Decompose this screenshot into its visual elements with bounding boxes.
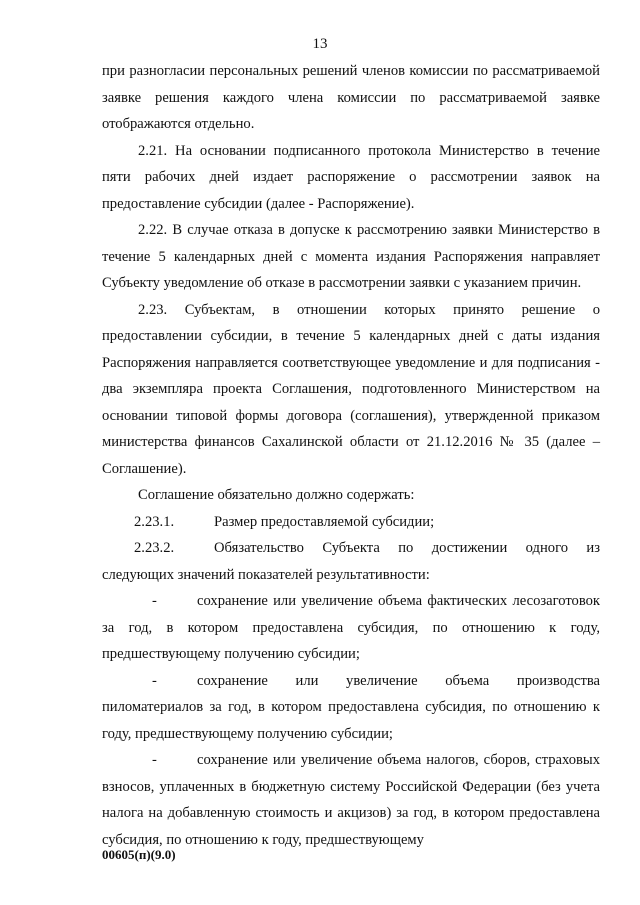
dash-item-text: сохранение или увеличение объема фактических лесозаготовок за год, в котором предоставлена субсидия, по отношению к году, предшествующему получению субсидии; [102,593,600,662]
sub-item-2-23-1 [102,509,600,536]
dash-item-text: сохранение или увеличение объема налогов, сборов, страховых взносов, уплаченных в бюджетную систему Российской Федерации (без учета налога на добавленную стоимость и акцизов) за год, в котором предоставлена субсидия, по отношению к году, предшествующему [102,752,600,848]
document-body [102,58,600,853]
paragraph-2-21: 2.21. На основании подписанного протокола Министерство в течение пяти рабочих дней издает распоряжение о рассмотрении заявок на предоставление субсидии (далее - Распоряжение). [102,142,600,212]
paragraph-2-23: 2.23. Субъектам, в отношении которых принято решение о предоставлении субсидии, в течение 5 календарных дней с даты издания Распоряжения направляется соответствующее уведомление и для подписания - два экземпляра проекта Соглашения, подготовленного Министерством на основании типовой формы договора (соглашения), утвержденной приказом министерства финансов Сахалинской области от 21.12.2016 № 35 (далее – Соглашение). [102,301,600,477]
paragraph-continuation: при разногласии персональных решений членов комиссии по рассматриваемой заявке решения каждого члена комиссии по рассматриваемой заявке отображаются отдельно. [102,63,600,132]
sub-item-text: Размер предоставляемой субсидии; [214,513,435,530]
dash-item-text: сохранение или увеличение объема производства пиломатериалов за год, в котором предоставлена субсидия, по отношению к году, предшествующему получению субсидии; [102,672,600,742]
sub-item-text: Обязательство Субъекта по достижении одного из следующих значений показателей результативности: [102,540,600,583]
dash-item-taxes [102,747,600,853]
document-footer-code: 00605(п)(9.0) [102,847,176,862]
dash-marker: - [152,593,157,609]
sub-item-number: 2.23.1. [134,513,175,530]
paragraph-2-22: 2.22. В случае отказа в допуске к рассмотрению заявки Министерство в течение 5 календарных дней с момента издания Распоряжения направляет Субъекту уведомление об отказе в рассмотрении заявки с указанием причин. [102,222,600,291]
dash-item-logging [102,588,600,668]
dash-marker: - [152,672,157,689]
sub-item-number: 2.23.2. [134,540,175,556]
sub-item-2-23-2 [102,535,600,588]
page-number: 13 [312,36,328,52]
paragraph-agreement-contents: Соглашение обязательно должно содержать: [138,487,415,503]
dash-marker: - [152,752,157,768]
dash-item-lumber [102,668,600,748]
